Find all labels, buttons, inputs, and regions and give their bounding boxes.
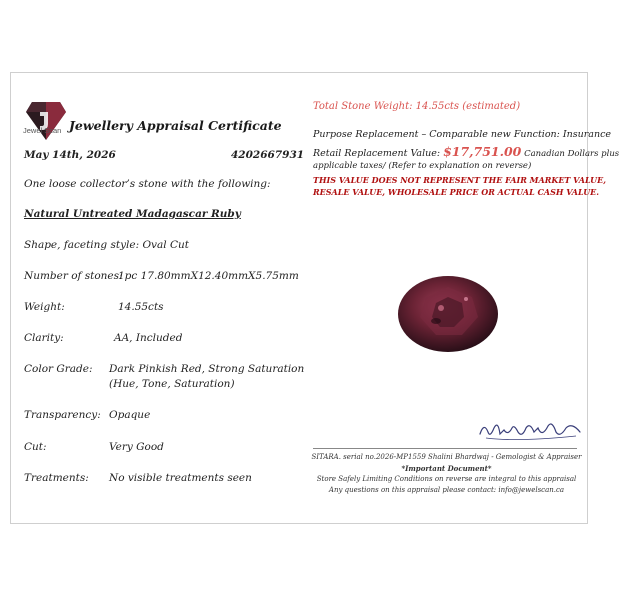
logo-text: Jewel Scan [23, 126, 62, 135]
detail-label-cut: Cut: [24, 441, 47, 453]
disclaimer-line-1: THIS VALUE DOES NOT REPRESENT THE FAIR MARKET VALUE, [313, 175, 607, 185]
detail-value-transparency: Opaque [109, 409, 151, 421]
detail-value-treatments: No visible treatments seen [109, 472, 252, 484]
ruby-gemstone-image [396, 273, 501, 355]
disclaimer-line-2: RESALE VALUE, WHOLESALE PRICE OR ACTUAL CASH VALUE. [313, 187, 600, 197]
detail-label-weight: Weight: [24, 301, 65, 313]
detail-label-color: Color Grade: [24, 363, 93, 375]
total-stone-weight: Total Stone Weight: 14.55cts (estimated) [313, 101, 521, 112]
appraisal-certificate [10, 72, 619, 524]
detail-label-clarity: Clarity: [24, 332, 64, 344]
detail-value-weight: 14.55cts [118, 301, 164, 313]
detail-value-clarity: AA, Included [114, 332, 183, 344]
intro-text: One loose collector’s stone with the following: [24, 178, 271, 190]
detail-value-color-note: (Hue, Tone, Saturation) [109, 378, 235, 390]
currency-note: Canadian Dollars plus [521, 149, 619, 159]
jewel-scan-logo-icon [26, 98, 66, 144]
certificate-date: May 14th, 2026 [24, 149, 116, 161]
appraiser-signature-image [476, 416, 584, 446]
detail-label-transparency: Transparency: [24, 409, 101, 421]
retail-price: $17,751.00 [443, 144, 522, 159]
shape-text: Shape, faceting style: Oval Cut [24, 239, 189, 251]
signature-line [313, 448, 577, 449]
stone-name: Natural Untreated Madagascar Ruby [24, 208, 241, 220]
serial-line: SITARA. serial no.2026-MP1559 Shalini Bhardwaj - Gemologist & Appraiser [311, 453, 582, 461]
retail-value-line [313, 144, 619, 159]
limiting-conditions-note: Store Safely Limiting Conditions on reverse are integral to this appraisal [316, 475, 577, 483]
detail-value-color: Dark Pinkish Red, Strong Saturation [109, 363, 305, 375]
certificate-number: 4202667931 [231, 149, 305, 161]
applicable-taxes-text: applicable taxes/ (Refer to explanation on reverse) [313, 161, 532, 171]
detail-value-cut: Very Good [109, 441, 164, 453]
important-document-note: *Important Document* [401, 464, 492, 473]
detail-label-treatments: Treatments: [24, 472, 89, 484]
certificate-title: Jewellery Appraisal Certificate [69, 118, 282, 133]
detail-label-stones: Number of stones: [24, 270, 123, 282]
detail-value-stones: 1pc 17.80mmX12.40mmX5.75mm [118, 270, 299, 282]
retail-label: Retail Replacement Value: [313, 148, 444, 159]
contact-note: Any questions on this appraisal please contact: info@jewelscan.ca [328, 486, 565, 494]
purpose-text: Purpose Replacement – Comparable new Function: Insurance [313, 129, 612, 140]
